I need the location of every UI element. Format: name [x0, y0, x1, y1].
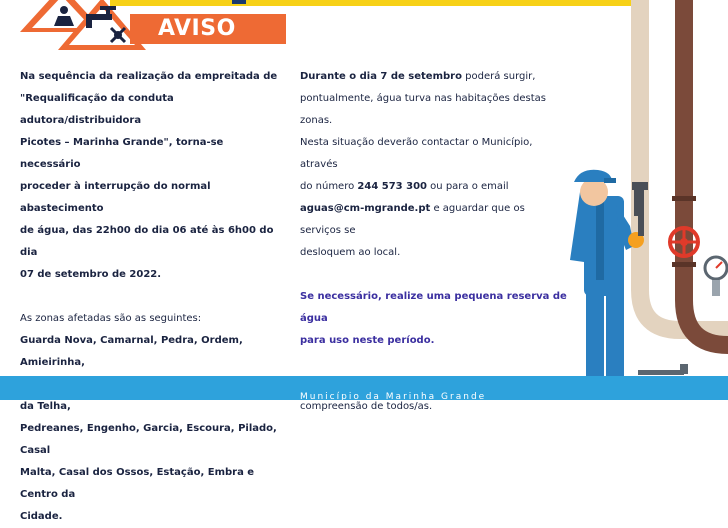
intro-line: Picotes – Marinha Grande", torna-se necessário [20, 137, 224, 170]
notice-line: Durante o dia 7 de setembro poderá surgir, [300, 71, 536, 82]
zones-heading: As zonas afetadas são as seguintes: [20, 313, 202, 324]
advice-line: Se necessário, realize uma pequena reserva de água [300, 291, 567, 324]
intro-line: Na sequência da realização da empreitada de [20, 71, 278, 82]
intro-line: 07 de setembro de 2022. [20, 269, 162, 280]
advice-line: para uso neste período. [300, 335, 435, 346]
notice-line: Nesta situação deverão contactar o Município, através [300, 137, 533, 170]
phone-number: 244 573 300 [357, 181, 427, 192]
notice-line: pontualmente, água turva nas habitações destas zonas. [300, 93, 546, 126]
top-bar-fragment [232, 0, 246, 4]
email-link[interactable]: aguas@cm-mgrande.pt [300, 203, 431, 214]
notice-date: Durante o dia 7 de setembro [300, 71, 462, 82]
intro-line: de água, das 22h00 do dia 06 até às 6h00 do dia [20, 225, 274, 258]
right-column [300, 66, 568, 418]
page-title: AVISO [130, 14, 286, 44]
closing-line: compreensão de todos/as. [300, 401, 433, 412]
zones-line: da Telha, [20, 401, 71, 412]
intro-line: "Requalificação da conduta adutora/distribuidora [20, 93, 174, 126]
intro-line: proceder à interrupção do normal abastecimento [20, 181, 211, 214]
zones-line: Pedreanes, Engenho, Garcia, Escoura, Pilado, Casal [20, 423, 277, 456]
notice-line: aguas@cm-mgrande.pt e aguardar que os serviços se [300, 203, 525, 236]
left-column [20, 66, 282, 528]
zones-line: Cidade. [20, 511, 63, 522]
footer-municipality: Município da Marinha Grande [300, 392, 487, 402]
zones-line: Malta, Casal dos Ossos, Estação, Embra e Centro da [20, 467, 255, 500]
notice-line: do número 244 573 300 ou para o email [300, 181, 509, 192]
zones-line: Guarda Nova, Camarnal, Pedra, Ordem, Amieirinha, [20, 335, 243, 368]
plumber-illustration [556, 0, 728, 376]
notice-line: desloquem ao local. [300, 247, 401, 258]
